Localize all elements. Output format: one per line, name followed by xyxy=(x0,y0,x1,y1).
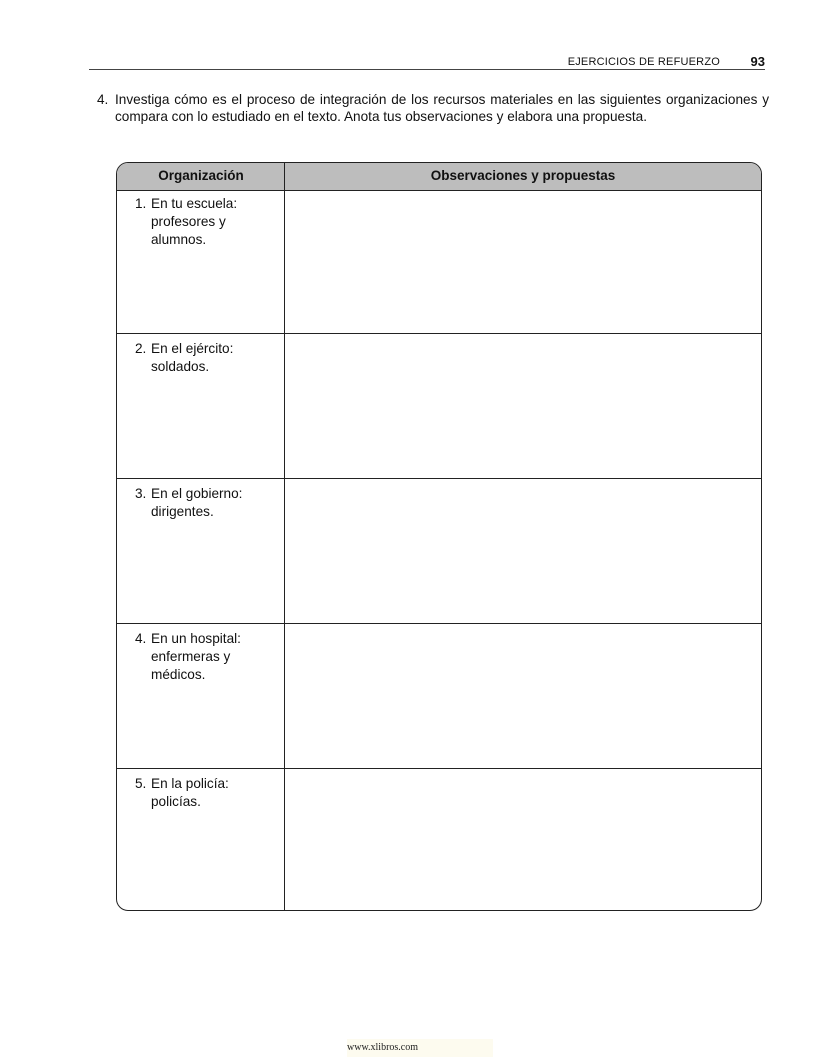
section-title: EJERCICIOS DE REFUERZO xyxy=(567,56,720,68)
row-divider xyxy=(117,768,761,769)
observations-cell[interactable] xyxy=(286,480,761,624)
row-divider xyxy=(117,478,761,479)
row-divider xyxy=(117,623,761,624)
observations-cell[interactable] xyxy=(286,625,761,769)
observations-cell[interactable] xyxy=(286,190,761,334)
row-number: 2. xyxy=(135,341,147,356)
row-divider xyxy=(117,333,761,334)
table-row xyxy=(117,335,761,479)
table-row xyxy=(117,480,761,624)
exercise-text: Investiga cómo es el proceso de integración de los recursos materiales en las siguientes organizaciones y compara con lo estudiado en el texto. Anota tus observaciones y elabora una propuesta. xyxy=(115,92,769,124)
row-number: 5. xyxy=(135,776,147,791)
organization-text: En un hospital: enfermeras y médicos. xyxy=(151,631,241,682)
table-row xyxy=(117,625,761,769)
row-number: 4. xyxy=(135,631,147,646)
organization-cell xyxy=(135,195,280,249)
column-divider xyxy=(284,163,285,910)
column-header-observations: Observaciones y propuestas xyxy=(430,168,616,183)
organization-cell xyxy=(135,485,280,521)
organization-cell xyxy=(135,775,280,811)
page-header xyxy=(89,55,765,70)
observations-cell[interactable] xyxy=(286,770,761,911)
table-header xyxy=(117,163,761,191)
page-footer xyxy=(347,1039,493,1057)
table-row xyxy=(117,190,761,334)
exercise-number: 4. xyxy=(97,92,109,107)
organization-cell xyxy=(135,630,280,684)
page-number: 93 xyxy=(750,54,765,69)
row-number: 1. xyxy=(135,196,147,211)
column-header-organization: Organización xyxy=(158,168,244,183)
header-divider xyxy=(89,69,765,70)
footer-source: www.xlibros.com xyxy=(347,1042,419,1053)
exercise-instructions xyxy=(97,91,769,125)
organization-text: En el ejército: soldados. xyxy=(151,341,234,374)
observations-cell[interactable] xyxy=(286,335,761,479)
organization-text: En la policía: policías. xyxy=(151,776,229,809)
organization-text: En tu escuela: profesores y alumnos. xyxy=(151,196,238,247)
table-row xyxy=(117,770,761,911)
observations-table xyxy=(116,162,762,911)
organization-cell xyxy=(135,340,280,376)
row-number: 3. xyxy=(135,486,147,501)
organization-text: En el gobierno: dirigentes. xyxy=(151,486,243,519)
